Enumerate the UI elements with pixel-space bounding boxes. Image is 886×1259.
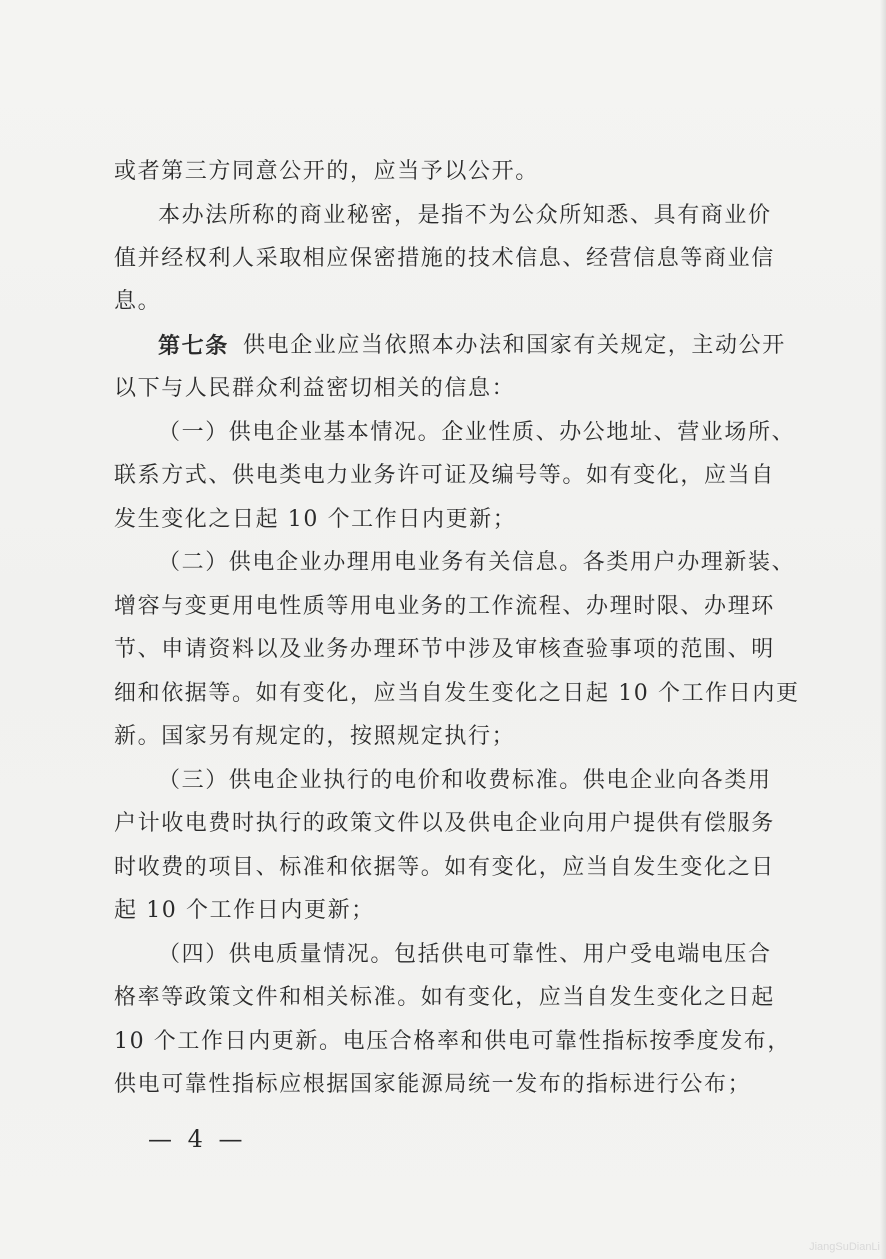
page-number: — 4 — [148, 1125, 247, 1153]
text-line-11: 增容与变更用电性质等用电业务的工作流程、办理时限、办理环 [114, 594, 775, 619]
text-line-20: 格率等政策文件和相关标准。如有变化，应当自发生变化之日起 [114, 985, 775, 1010]
text-line-5: 供电企业应当依照本办法和国家有关规定，主动公开 [243, 333, 786, 358]
text-line-4: 息。 [114, 289, 162, 314]
scan-edge [880, 0, 886, 1259]
text-line-16: 户计收电费时执行的政策文件以及供电企业向用户提供有偿服务 [114, 811, 775, 836]
text-line-10: （二）供电企业办理用电业务有关信息。各类用户办理新装、 [158, 550, 796, 575]
text-line-17: 时收费的项目、标准和依据等。如有变化，应当自发生变化之日 [114, 855, 775, 880]
text-line-14: 新。国家另有规定的，按照规定执行； [114, 724, 516, 749]
text-line-1: 或者第三方同意公开的，应当予以公开。 [114, 159, 539, 184]
text-line-19: （四）供电质量情况。包括供电可靠性、用户受电端电压合 [158, 942, 772, 967]
text-line-8: 联系方式、供电类电力业务许可证及编号等。如有变化，应当自 [114, 463, 775, 488]
text-line-13: 细和依据等。如有变化，应当自发生变化之日起 10 个工作日内更 [114, 681, 800, 706]
text-line-21: 10 个工作日内更新。电压合格率和供电可靠性指标按季度发布， [114, 1029, 791, 1054]
text-line-22: 供电可靠性指标应根据国家能源局统一发布的指标进行公布； [114, 1072, 752, 1097]
watermark-text: JiangSuDianLi [809, 1241, 880, 1253]
text-line-12: 节、申请资料以及业务办理环节中涉及审核查验事项的范围、明 [114, 637, 775, 662]
text-line-15: （三）供电企业执行的电价和收费标准。供电企业向各类用 [158, 768, 772, 793]
text-line-6: 以下与人民群众利益密切相关的信息： [114, 376, 516, 401]
text-line-18: 起 10 个工作日内更新； [114, 898, 375, 923]
text-line-2: 本办法所称的商业秘密，是指不为公众所知悉、具有商业价 [158, 203, 772, 228]
text-line-9: 发生变化之日起 10 个工作日内更新； [114, 507, 517, 532]
text-line-3: 值并经权利人采取相应保密措施的技术信息、经营信息等商业信 [114, 246, 775, 271]
text-line-7: （一）供电企业基本情况。企业性质、办公地址、营业场所、 [158, 420, 796, 445]
article-heading: 第七条 [158, 333, 229, 359]
